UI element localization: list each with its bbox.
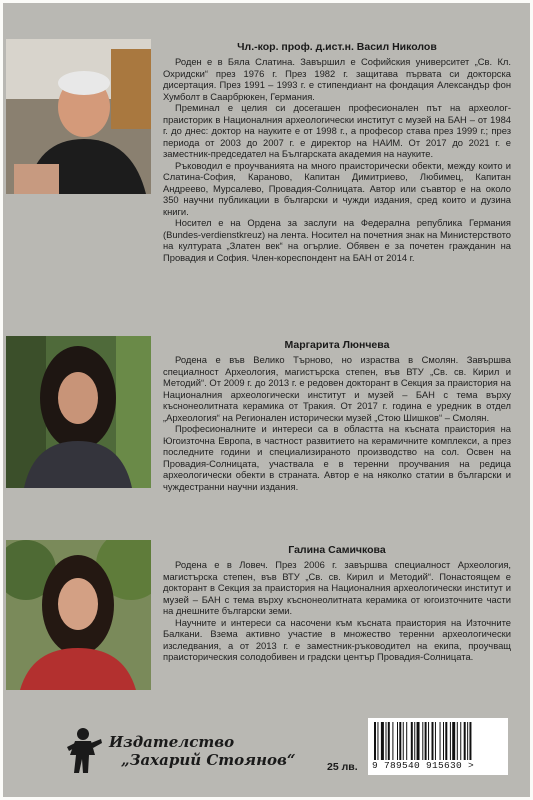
- publisher-name: Издателство „Захарий Стоянов“: [109, 733, 296, 769]
- author-bio-nikolov: [163, 41, 511, 263]
- author-name: Чл.-кор. проф. д.ист.н. Васил Николов: [237, 41, 437, 53]
- bio-paragraph: Родена е в Ловеч. През 2006 г. завършва специалност Археология, магистърска степен, във ВТУ „Св. св. Кирил и Методий“. Понастоящем е докторант в Секция за праистория на Националния археологически институт и музей – БАН с тема върху къснонеолитната керамика от югоизточните части на днешните български земи.: [163, 559, 511, 616]
- publisher-figure-icon: [61, 725, 105, 777]
- author-bio-lyuncheva: [163, 339, 511, 492]
- bio-paragraph: Роден е в Бяла Слатина. Завършил е Софийския университет „Св. Кл. Охридски“ през 1976 г. През 1982 г. защитава първата си докторска дисертация. През 1991 – 1993 г. е стипендиант на фондация Александър фон Хумболт в Саарбрюкен, Германия.: [163, 56, 511, 102]
- author-name: Маргарита Люнчева: [284, 339, 390, 351]
- bio-paragraph: Ръководил е проучванията на много праисторически обекти, между които и Слатина-София, Караново, Капитан Димитриево, Любимец, Капитан Андреево, Мурсалево, Провадия-Солницата. Автор или съавтор е на около 350 научни публикации в български и чужди издания, сред които и дузина книги.: [163, 159, 511, 217]
- bio-paragraph: Родена е във Велико Търново, но израства в Смолян. Завършва специалност Археология, магистърска степен, във ВТУ „Св. св. Кирил и Методий“. От 2009 г. до 2013 г. е редовен докторант в Секция за праистория на Националния археологически институт и музей – БАН с тема върху къснонеолитната керамика от Тракия. От 2017 г. година е уредник в отдел „Археология“ на Регионален исторически музей „Стою Шишков“ – Смолян.: [163, 354, 511, 423]
- barcode-number: 9 789540 915630 >: [372, 760, 475, 771]
- barcode-icon: [374, 722, 502, 760]
- author-photo-nikolov: [6, 39, 151, 194]
- bio-paragraph: Професионалните и интереси са в областта на късната праистория на Югоизточна Европа, в частност развитието на керамичните комплекси, а през последните години и специализираното производство на сол. Освен на Провадия-Солницата, участвала е в теренни проучвания на редица археологически обекти в страната. Автор е на няколко статии в български и чуждестранни научни издания.: [163, 423, 511, 492]
- isbn-barcode: [368, 718, 508, 775]
- author-photo-samichkova: [6, 540, 151, 690]
- bio-paragraph: Научните и интереси са насочени към късната праистория на Източните Балкани. Взема активно участие в множество теренни археологически изследвания, а от 2013 г. е заместник-ръководител на екипа, проучващ праисторическия солодобивен и градски център Провадия-Солницата.: [163, 616, 511, 662]
- back-cover: [3, 3, 530, 797]
- bio-paragraph: Преминал е целия си досегашен професионален път на археолог-праисторик в Националния археологически институт с музей на БАН – от 1984 г. до днес: доктор на науките е от 1998 г., а професор става през 1999 г.; през периода от 2003 до 2007 г. е директор на НАИМ. От 2017 до 2021 г. е заместник-председател на Българската академия на науките.: [163, 102, 511, 159]
- price-label: 25 лв.: [327, 761, 358, 773]
- author-bio-samichkova: [163, 544, 511, 663]
- author-name: Галина Самичкова: [288, 544, 386, 556]
- publisher-logo: [61, 725, 301, 781]
- author-photo-lyuncheva: [6, 336, 151, 488]
- bio-paragraph: Носител е на Ордена за заслуги на Федерална република Германия (Bundes-verdienstkreuz) на лента. Носител на почетния знак на Министерството на културата „Златен век“ на огърлие. Обявен е за почетен гражданин на Провадия и София. Член-кореспондент на БАН от 2014 г.: [163, 217, 511, 263]
